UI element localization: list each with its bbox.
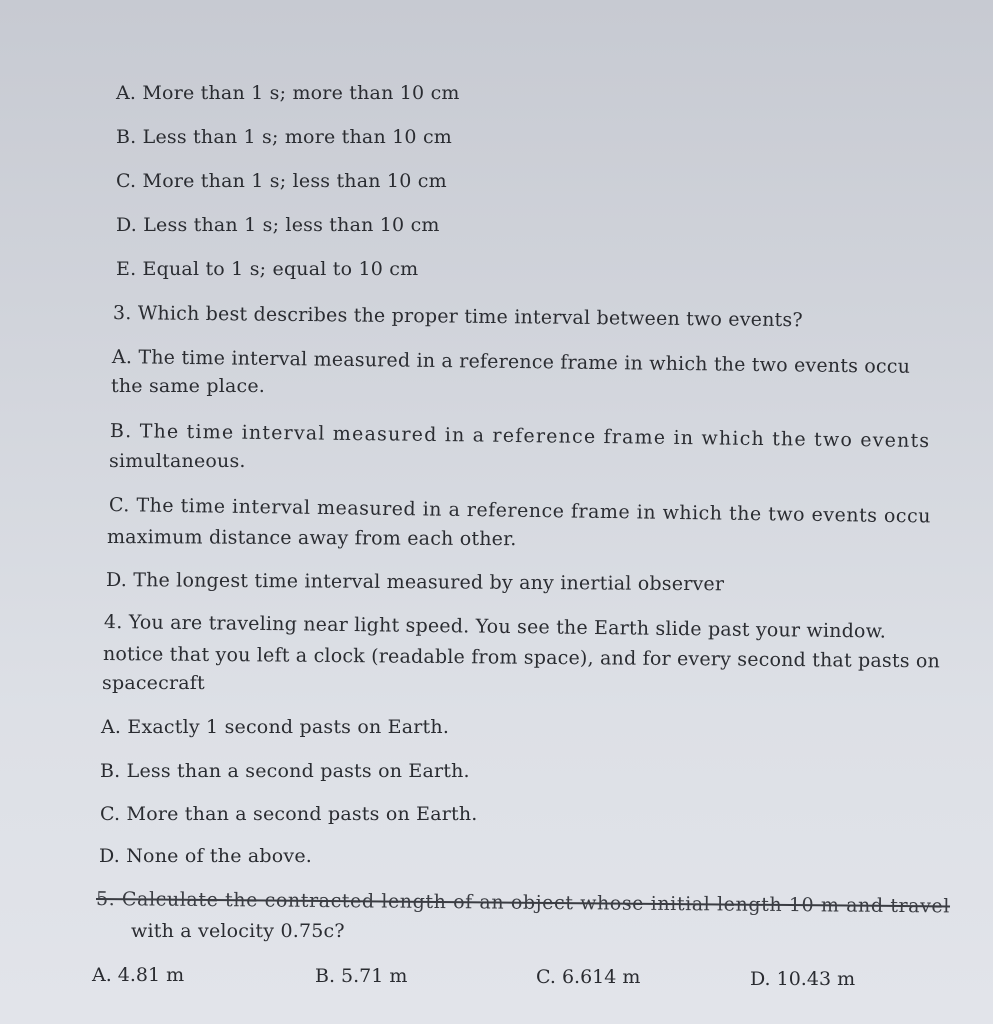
- q3-option-a-line2: the same place.: [111, 375, 266, 397]
- q5-question-line1: 5. Calculate the contracted length of an object whose initial length 10 m and travel: [95, 888, 951, 918]
- q5-question-line2: with a velocity 0.75c?: [131, 920, 345, 942]
- q5-option-a: A. 4.81 m: [92, 964, 185, 986]
- q3-option-c-line1: C. The time interval measured in a reference frame in which the two events occu: [108, 494, 932, 528]
- q3-option-b-line2: simultaneous.: [109, 450, 246, 472]
- q4-question-line1: 4. You are traveling near light speed. You see the Earth slide past your window.: [103, 611, 887, 643]
- q2-option-c: C. More than 1 s; less than 10 cm: [116, 170, 447, 192]
- q4-option-d: D. None of the above.: [99, 845, 313, 867]
- q3-option-b-line1: B. The time interval measured in a reference frame in which the two events: [109, 420, 931, 453]
- q4-option-a: A. Exactly 1 second pasts on Earth.: [101, 716, 450, 738]
- q4-option-c: C. More than a second pasts on Earth.: [100, 803, 478, 825]
- q5-option-d: D. 10.43 m: [750, 968, 856, 990]
- q4-option-b: B. Less than a second pasts on Earth.: [100, 760, 470, 782]
- q2-option-d: D. Less than 1 s; less than 10 cm: [116, 214, 440, 236]
- q5-option-c: C. 6.614 m: [536, 966, 641, 988]
- q2-option-e: E. Equal to 1 s; equal to 10 cm: [116, 258, 419, 280]
- q4-question-line3: spacecraft: [102, 672, 205, 694]
- q2-option-b: B. Less than 1 s; more than 10 cm: [116, 126, 453, 148]
- q3-option-c-line2: maximum distance away from each other.: [106, 526, 517, 551]
- q5-option-b: B. 5.71 m: [315, 965, 408, 987]
- q2-option-a: A. More than 1 s; more than 10 cm: [116, 82, 460, 104]
- q4-question-line2: notice that you left a clock (readable from space), and for every second that pasts on: [102, 643, 941, 673]
- q3-question: 3. Which best describes the proper time interval between two events?: [112, 302, 803, 332]
- q3-option-a-line1: A. The time interval measured in a reference frame in which the two events occu: [111, 346, 911, 378]
- q3-option-d: D. The longest time interval measured by any inertial observer: [105, 569, 725, 596]
